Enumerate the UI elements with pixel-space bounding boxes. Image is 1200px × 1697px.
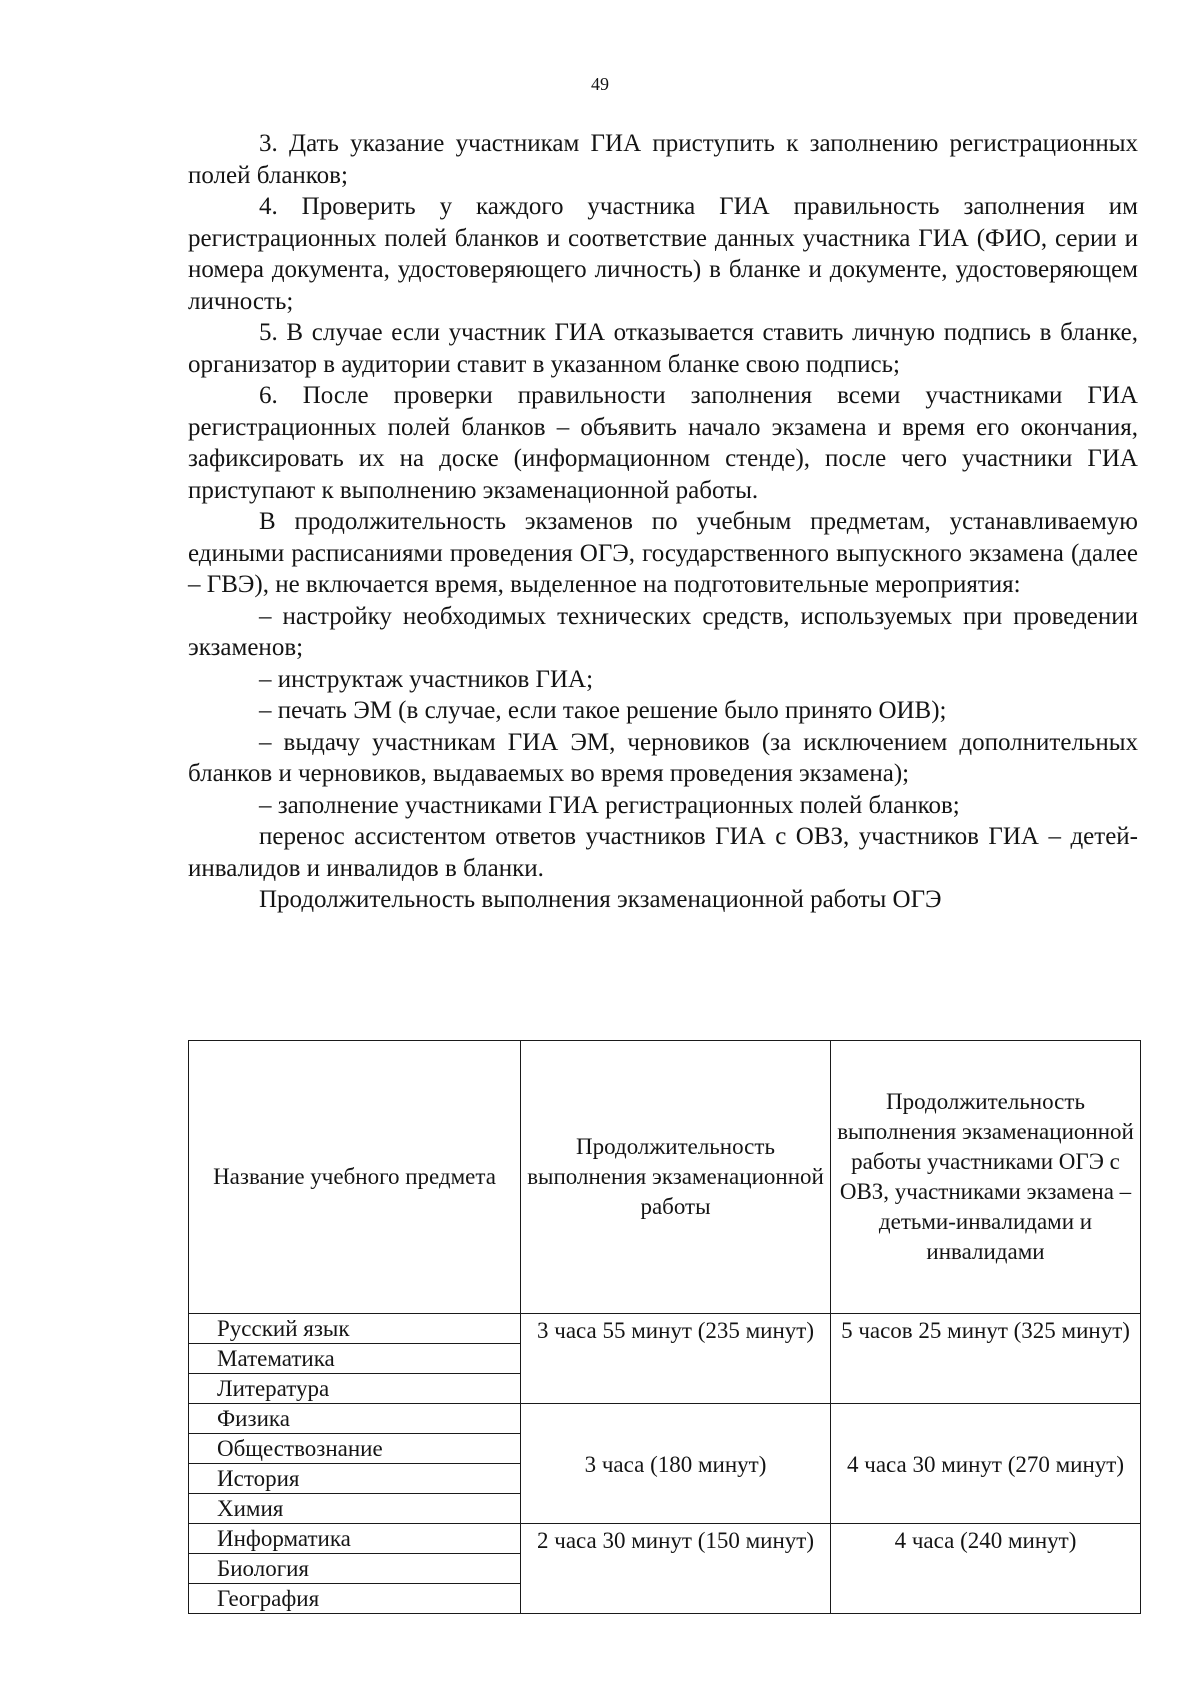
table-caption: Продолжительность выполнения экзаменационной работы ОГЭ — [259, 886, 942, 913]
duration-cell: 3 часа (180 минут) — [521, 1404, 831, 1524]
list-item-setup: – настройку необходимых технических средств, используемых при проведении экзаменов; — [188, 602, 1138, 661]
subject-cell: Обществознание — [189, 1434, 521, 1464]
duration-cell: 2 часа 30 минут (150 минут) — [521, 1524, 831, 1614]
subject-cell: Математика — [189, 1344, 521, 1374]
header-duration: Продолжительность выполнения экзаменационной работы — [521, 1041, 831, 1314]
duration-ovz-cell: 5 часов 25 минут (325 минут) — [831, 1314, 1141, 1404]
subject-cell: Физика — [189, 1404, 521, 1434]
paragraph-step-5: 5. В случае если участник ГИА отказывается ставить личную подпись в бланке, организатор в аудитории ставит в указанном бланке свою подпись; — [188, 319, 1138, 378]
paragraph-step-3: 3. Дать указание участникам ГИА приступить к заполнению регистрационных полей бланков; — [188, 130, 1138, 189]
table-row — [189, 1404, 1141, 1434]
subject-cell: Информатика — [189, 1524, 521, 1554]
table-header-row — [189, 1041, 1141, 1314]
list-item-briefing: – инструктаж участников ГИА; — [259, 665, 594, 693]
body-text — [188, 128, 1138, 916]
page-number: 49 — [591, 74, 609, 94]
list-item-filling: – заполнение участниками ГИА регистрационных полей бланков; — [259, 791, 960, 819]
list-item-issuing: – выдачу участникам ГИА ЭМ, черновиков (за исключением дополнительных бланков и черновиков, выдаваемых во время проведения экзамена); — [188, 728, 1138, 787]
table-row — [189, 1314, 1141, 1344]
duration-table — [188, 1040, 1141, 1614]
list-item-printing: – печать ЭМ (в случае, если такое решение было принято ОИВ); — [259, 697, 947, 724]
subject-cell: География — [189, 1584, 521, 1614]
subject-cell: Химия — [189, 1494, 521, 1524]
subject-cell: Литература — [189, 1374, 521, 1404]
duration-ovz-cell: 4 часа (240 минут) — [831, 1524, 1141, 1614]
duration-cell: 3 часа 55 минут (235 минут) — [521, 1314, 831, 1404]
paragraph-step-4: 4. Проверить у каждого участника ГИА правильность заполнения им регистрационных полей бланков и соответствие данных участника ГИА (ФИО, серии и номера документа, удостоверяющего личность) в бланке и документе, удостоверяющем личность; — [188, 193, 1138, 315]
table-row — [189, 1524, 1141, 1554]
subject-cell: Русский язык — [189, 1314, 521, 1344]
paragraph-duration-note: В продолжительность экзаменов по учебным предметам, устанавливаемую едиными расписаниями проведения ОГЭ, государственного выпускного экзамена (далее – ГВЭ), не включается время, выделенное на подготовительные мероприятия: — [188, 508, 1138, 598]
subject-cell: Биология — [189, 1554, 521, 1584]
duration-ovz-cell: 4 часа 30 минут (270 минут) — [831, 1404, 1141, 1524]
duration-table-container — [188, 1040, 1140, 1614]
header-duration-ovz: Продолжительность выполнения экзаменационной работы участниками ОГЭ с ОВЗ, участниками экзамена – детьми-инвалидами и инвалидами — [831, 1041, 1141, 1314]
header-subject: Название учебного предмета — [189, 1041, 521, 1314]
paragraph-step-6: 6. После проверки правильности заполнения всеми участниками ГИА регистрационных полей бланков – объявить начало экзамена и время его окончания, зафиксировать их на доске (информационном стенде), после чего участники ГИА приступают к выполнению экзаменационной работы. — [188, 382, 1138, 504]
list-item-transfer: перенос ассистентом ответов участников ГИА с ОВЗ, участников ГИА – детей-инвалидов и инвалидов в бланки. — [188, 823, 1138, 882]
subject-cell: История — [189, 1464, 521, 1494]
